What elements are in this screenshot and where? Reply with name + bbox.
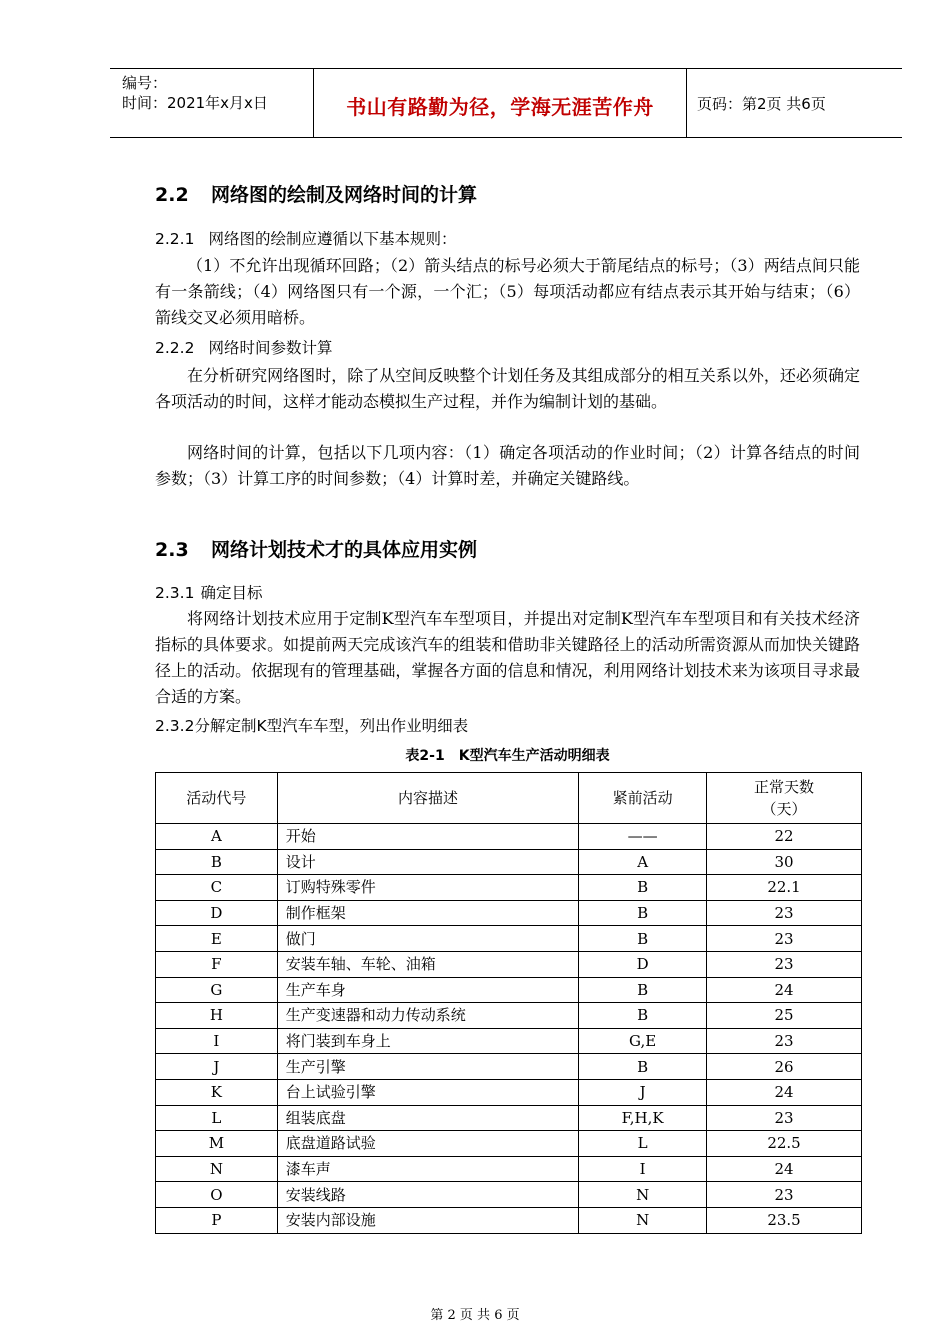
table-row: [156, 1182, 862, 1208]
header-page-info: 页码：第2页 共6页: [697, 95, 826, 113]
cell-days: 23: [707, 900, 862, 926]
cell-description: 开始: [277, 824, 578, 850]
cell-description: 生产引擎: [277, 1054, 578, 1080]
section-number: 2.3: [155, 539, 189, 561]
cell-predecessor: B: [579, 900, 707, 926]
section-title: 确定目标: [200, 584, 263, 602]
cell-days: 25: [707, 1003, 862, 1029]
table-row: [156, 1105, 862, 1131]
table-row: [156, 824, 862, 850]
table-row: [156, 1207, 862, 1233]
section-heading-2-2-1: [155, 227, 456, 249]
cell-days: 30: [707, 849, 862, 875]
cell-predecessor: N: [579, 1182, 707, 1208]
activity-table: [155, 772, 862, 1234]
cell-description: 组装底盘: [277, 1105, 578, 1131]
section-number: 2.2.2: [155, 339, 195, 357]
cell-predecessor: ——: [579, 824, 707, 850]
cell-days: 23: [707, 1182, 862, 1208]
section-title: 网络图的绘制应遵循以下基本规则：: [208, 230, 457, 248]
cell-predecessor: B: [579, 1003, 707, 1029]
section-title: 网络时间参数计算: [208, 339, 333, 357]
cell-description: 订购特殊零件: [277, 875, 578, 901]
table-row: [156, 977, 862, 1003]
section-heading-2-2-2: [155, 336, 332, 358]
paragraph-network-time-1: 在分析研究网络图时，除了从空间反映整个计划任务及其组成部分的相互关系以外，还必须确定各项活动的时间，这样才能动态模拟生产过程，并作为编制计划的基础。: [155, 366, 860, 411]
cell-predecessor: B: [579, 977, 707, 1003]
section-number: 2.2.1: [155, 230, 195, 248]
cell-days: 23.5: [707, 1207, 862, 1233]
table-caption: 表2-1 K型汽车生产活动明细表: [405, 748, 610, 764]
cell-predecessor: F,H,K: [579, 1105, 707, 1131]
cell-predecessor: N: [579, 1207, 707, 1233]
cell-code: G: [156, 977, 278, 1003]
cell-code: J: [156, 1054, 278, 1080]
cell-code: C: [156, 875, 278, 901]
cell-description: 安装车轴、车轮、油箱: [277, 951, 578, 977]
table-body: [156, 824, 862, 1234]
paragraph-goal: 将网络计划技术应用于定制K型汽车车型项目，并提出对定制K型汽车车型项目和有关技术经济指标的具体要求。如提前两天完成该汽车的组装和借助非关键路径上的活动所需资源从而加快关键路径上的活动。依据现有的管理基础，掌握各方面的信息和情况，利用网络计划技术来为该项目寻求最合适的方案。: [155, 609, 860, 706]
cell-predecessor: B: [579, 1054, 707, 1080]
table-row: [156, 1131, 862, 1157]
section-title: 网络图的绘制及网络时间的计算: [211, 184, 478, 206]
cell-days: 22.5: [707, 1131, 862, 1157]
cell-description: 安装内部设施: [277, 1207, 578, 1233]
cell-code: N: [156, 1156, 278, 1182]
cell-code: O: [156, 1182, 278, 1208]
cell-description: 制作框架: [277, 900, 578, 926]
paragraph-network-time-2: 网络时间的计算，包括以下几项内容：（1）确定各项活动的作业时间；（2）计算各结点的时间参数；（3）计算工序的时间参数；（4）计算时差，并确定关键路线。: [155, 443, 860, 488]
cell-description: 底盘道路试验: [277, 1131, 578, 1157]
header-meta-cell: [110, 69, 314, 137]
table-row: [156, 849, 862, 875]
header-page-cell: [687, 69, 902, 137]
cell-description: 生产车身: [277, 977, 578, 1003]
table-row: [156, 951, 862, 977]
cell-code: I: [156, 1028, 278, 1054]
cell-predecessor: G,E: [579, 1028, 707, 1054]
cell-days: 26: [707, 1054, 862, 1080]
cell-predecessor: J: [579, 1079, 707, 1105]
cell-days: 24: [707, 977, 862, 1003]
cell-days: 23: [707, 1105, 862, 1131]
paragraph-rules: （1）不允许出现循环回路；（2）箭头结点的标号必须大于箭尾结点的标号；（3）两结点间只能有一条箭线；（4）网络图只有一个源，一个汇；（5）每项活动都应有结点表示其开始与结束；（6）箭线交叉必须用暗桥。: [155, 256, 860, 327]
section-heading-2-3-2: [155, 714, 468, 736]
cell-code: H: [156, 1003, 278, 1029]
cell-code: E: [156, 926, 278, 952]
column-header-days: 正常天数（天）: [707, 773, 862, 824]
cell-code: F: [156, 951, 278, 977]
table-row: [156, 875, 862, 901]
cell-predecessor: L: [579, 1131, 707, 1157]
cell-code: D: [156, 900, 278, 926]
cell-days: 22.1: [707, 875, 862, 901]
table-header-row: [156, 773, 862, 824]
column-header-code: 活动代号: [156, 773, 278, 824]
cell-description: 台上试验引擎: [277, 1079, 578, 1105]
cell-code: L: [156, 1105, 278, 1131]
cell-description: 做门: [277, 926, 578, 952]
section-number: 2.3.2: [155, 717, 195, 735]
cell-days: 23: [707, 1028, 862, 1054]
cell-predecessor: A: [579, 849, 707, 875]
page-header: [110, 68, 902, 138]
table-row: [156, 1079, 862, 1105]
section-heading-2-2: [155, 180, 477, 207]
header-motto: 书山有路勤为径，学海无涯苦作舟: [346, 95, 654, 119]
section-number: 2.3.1: [155, 584, 195, 602]
cell-days: 23: [707, 926, 862, 952]
cell-days: 23: [707, 951, 862, 977]
cell-predecessor: B: [579, 926, 707, 952]
cell-description: 设计: [277, 849, 578, 875]
section-title: 分解定制K型汽车车型，列出作业明细表: [194, 717, 469, 735]
cell-predecessor: B: [579, 875, 707, 901]
table-row: [156, 1028, 862, 1054]
page-footer: 第 2 页 共 6 页: [430, 1308, 520, 1323]
header-motto-cell: [314, 69, 687, 137]
doc-time-label: 时间：2021年x月x日: [122, 94, 268, 112]
cell-code: P: [156, 1207, 278, 1233]
cell-description: 将门装到车身上: [277, 1028, 578, 1054]
cell-days: 24: [707, 1156, 862, 1182]
cell-days: 24: [707, 1079, 862, 1105]
doc-number-label: 编号：: [122, 74, 168, 92]
cell-description: 生产变速器和动力传动系统: [277, 1003, 578, 1029]
table-row: [156, 1156, 862, 1182]
cell-description: 安装线路: [277, 1182, 578, 1208]
column-header-predecessor: 紧前活动: [579, 773, 707, 824]
cell-code: A: [156, 824, 278, 850]
cell-predecessor: D: [579, 951, 707, 977]
section-title: 网络计划技术才的具体应用实例: [211, 539, 478, 561]
table-row: [156, 926, 862, 952]
table-row: [156, 1003, 862, 1029]
cell-days: 22: [707, 824, 862, 850]
table-row: [156, 900, 862, 926]
section-number: 2.2: [155, 184, 189, 206]
cell-predecessor: I: [579, 1156, 707, 1182]
cell-code: K: [156, 1079, 278, 1105]
table-row: [156, 1054, 862, 1080]
section-heading-2-3-1: [155, 581, 262, 603]
column-header-description: 内容描述: [277, 773, 578, 824]
cell-code: B: [156, 849, 278, 875]
section-heading-2-3: [155, 535, 477, 562]
cell-description: 漆车声: [277, 1156, 578, 1182]
cell-code: M: [156, 1131, 278, 1157]
